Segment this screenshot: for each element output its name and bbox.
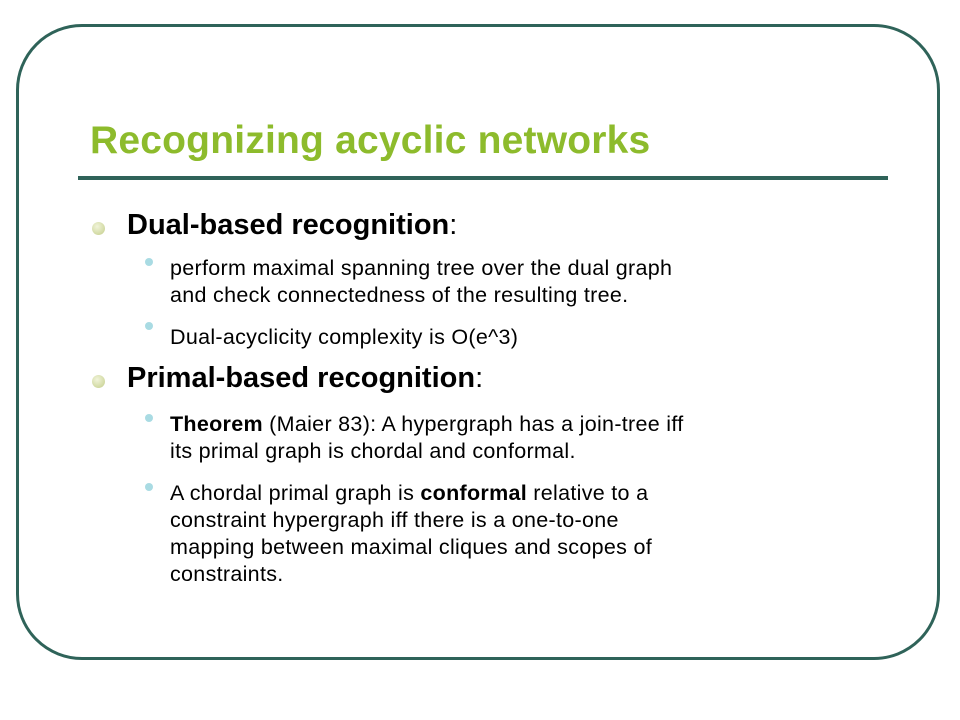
sub-bullet-icon: [145, 414, 153, 422]
conformal-term: conformal: [420, 481, 528, 505]
text-line: its primal graph is chordal and conformal.: [170, 439, 576, 463]
slide-title: Recognizing acyclic networks: [90, 119, 651, 162]
text-line: constraint hypergraph iff there is a one-to-one: [170, 508, 619, 532]
text-fragment: (Maier 83): A hypergraph has a join-tree iff: [262, 412, 684, 436]
text-line: mapping between maximal cliques and scopes of: [170, 535, 652, 559]
text-line: [170, 411, 684, 438]
text-fragment: relative to a: [527, 481, 649, 505]
text-line: and check connectedness of the resulting tree.: [170, 283, 629, 307]
heading-suffix: :: [449, 209, 458, 241]
section-heading-text: Primal-based recognition: [127, 362, 476, 394]
text-line: Dual-acyclicity complexity is O(e^3): [170, 325, 519, 349]
section-heading-primal: [127, 362, 483, 395]
sub-bullet-icon: [145, 483, 153, 491]
sub-bullet-icon: [145, 322, 153, 330]
section-heading-text: Dual-based recognition: [127, 209, 450, 241]
heading-suffix: :: [475, 362, 484, 394]
title-divider: [78, 176, 888, 180]
section-heading-dual: [127, 209, 457, 242]
text-line: perform maximal spanning tree over the dual graph: [170, 256, 673, 280]
text-line: [170, 480, 652, 507]
section-bullet-icon: [92, 375, 105, 388]
dual-item-2: [170, 324, 518, 351]
section-bullet-icon: [92, 222, 105, 235]
dual-item-1: [170, 255, 672, 309]
text-fragment: A chordal primal graph is: [170, 481, 421, 505]
primal-item-theorem: [170, 411, 684, 465]
sub-bullet-icon: [145, 258, 153, 266]
theorem-label: Theorem: [170, 412, 263, 436]
text-line: constraints.: [170, 562, 284, 586]
primal-item-conformal: [170, 480, 652, 588]
